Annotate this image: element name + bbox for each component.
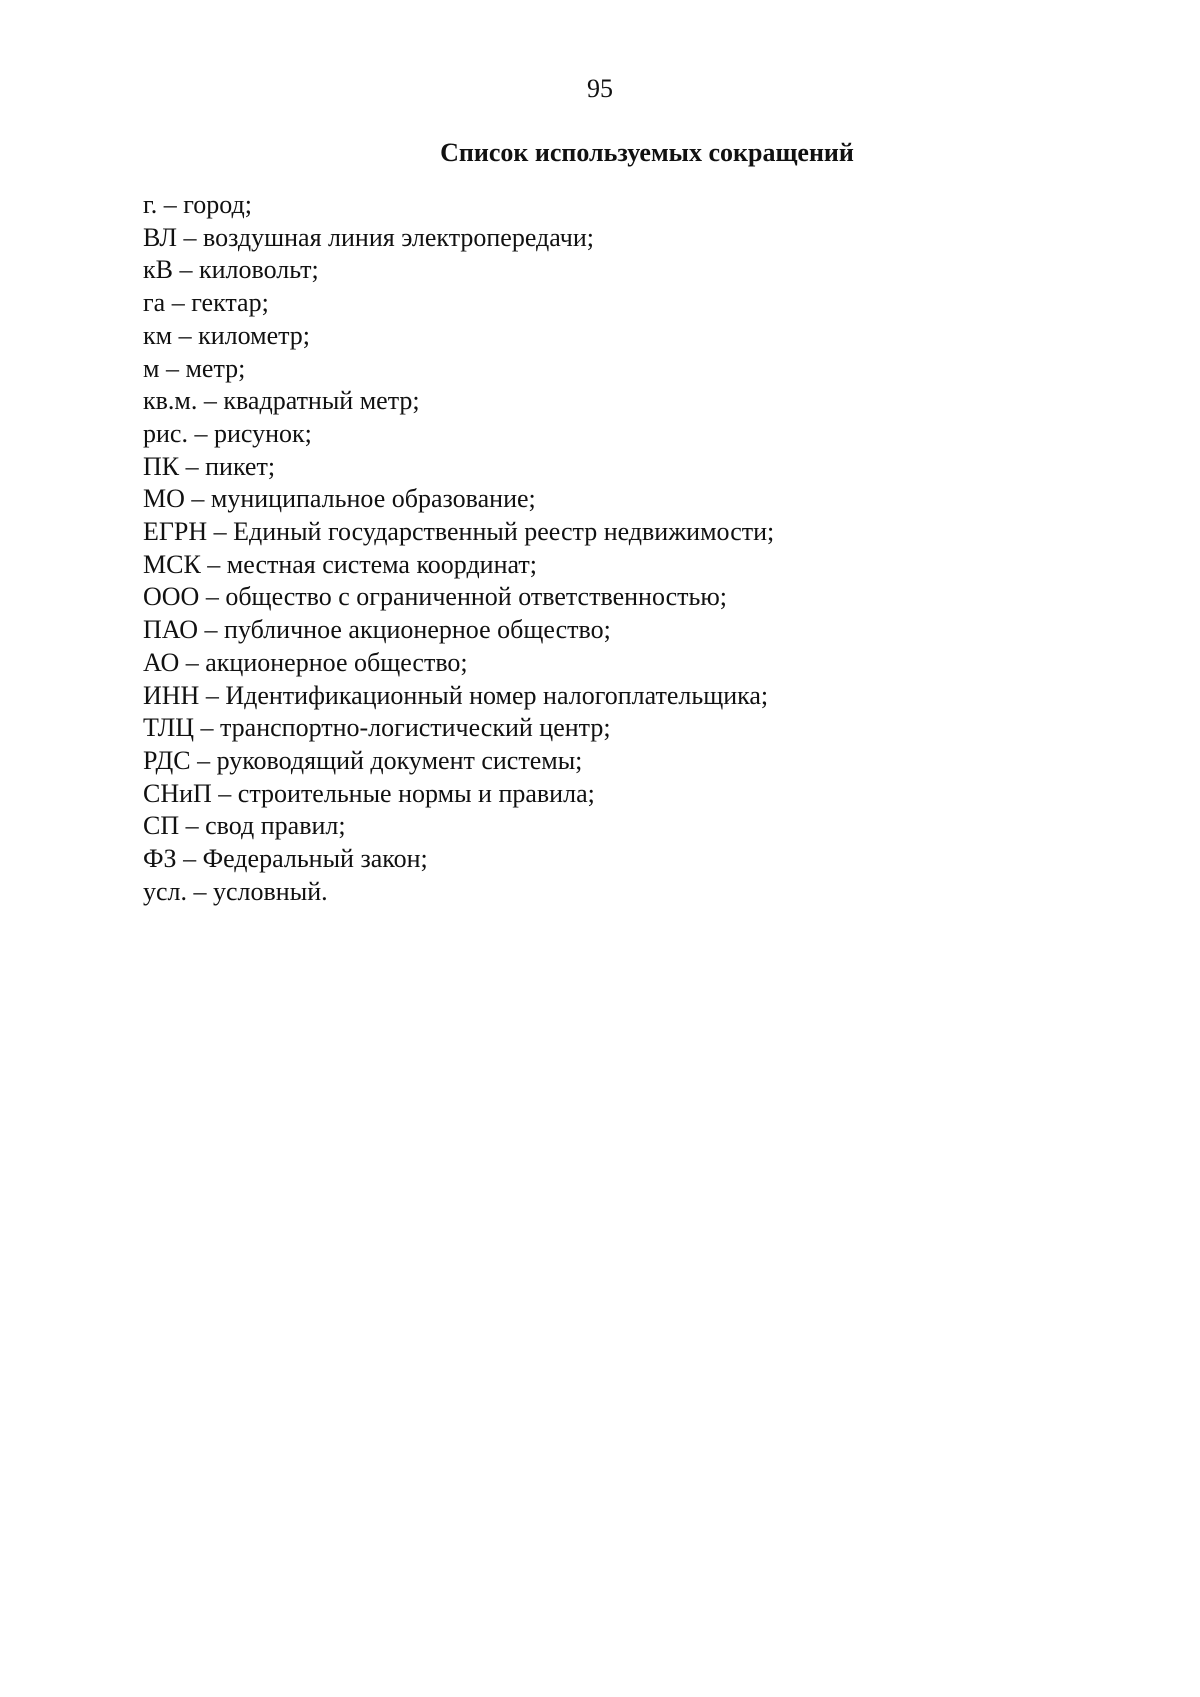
list-item: рис. – рисунок; [143, 418, 312, 448]
list-item: м – метр; [143, 353, 246, 383]
list-item: ВЛ – воздушная линия электропередачи; [143, 222, 594, 252]
list-item: км – километр; [143, 320, 311, 350]
list-item: АО – акционерное общество; [143, 647, 468, 677]
list-item: МО – муниципальное образование; [143, 484, 536, 514]
list-item: кв.м. – квадратный метр; [143, 386, 420, 416]
page-number: 95 [587, 74, 613, 103]
list-item: СНиП – строительные нормы и правила; [143, 778, 595, 808]
list-item: МСК – местная система координат; [143, 549, 537, 579]
list-item: ТЛЦ – транспортно-логистический центр; [143, 713, 611, 743]
list-item: г. – город; [143, 190, 252, 219]
abbreviation-list [143, 189, 1043, 908]
list-item: ПК – пикет; [143, 451, 276, 481]
list-item: ИНН – Идентификационный номер налогоплательщика; [143, 680, 769, 710]
list-item: усл. – условный. [143, 876, 328, 906]
list-item: ООО – общество с ограниченной ответственностью; [143, 582, 728, 612]
list-item: га – гектар; [143, 288, 269, 318]
list-item: РДС – руководящий документ системы; [143, 745, 583, 775]
list-item: кВ – киловольт; [143, 255, 319, 285]
list-item: ЕГРН – Единый государственный реестр недвижимости; [143, 517, 775, 547]
list-item: ФЗ – Федеральный закон; [143, 844, 428, 874]
page-title: Список используемых сокращений [440, 138, 854, 167]
list-item: СП – свод правил; [143, 811, 346, 841]
list-item: ПАО – публичное акционерное общество; [143, 615, 611, 645]
